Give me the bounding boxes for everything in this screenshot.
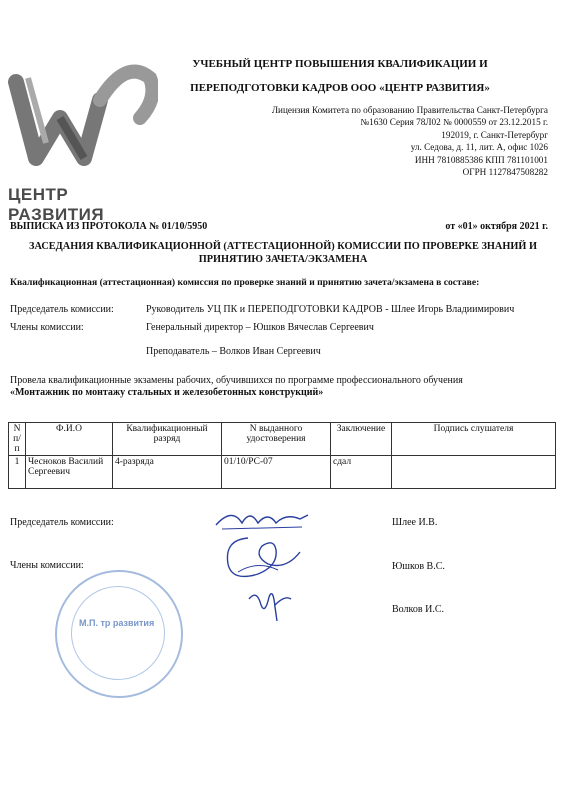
stamp	[55, 570, 183, 698]
cell-cert: 01/10/РС-07	[222, 456, 331, 489]
cell-num: 1	[9, 456, 26, 489]
member-2-name: Волков И.С.	[392, 604, 444, 615]
requisite-line: Лицензия Комитета по образованию Правительства Санкт-Петербурга	[271, 105, 548, 115]
member-2: Преподаватель – Волков Иван Сергеевич	[146, 346, 321, 357]
col-signature: Подпись слушателя	[392, 423, 556, 456]
requisite-line: ул. Седова, д. 11, лит. А, офис 1026	[410, 142, 548, 153]
col-fio: Ф.И.О	[26, 423, 113, 456]
chair-value: Руководитель УЦ ПК и ПЕРЕПОДГОТОВКИ КАДРОВ - Шлее Игорь Владиимирович	[146, 304, 515, 315]
stamp-inner-ring-icon	[71, 586, 165, 680]
requisites	[218, 104, 548, 178]
composition: Квалификационная (аттестационная) комиссия по проверке знаний и принятию зачета/экзамена в составе:	[10, 277, 480, 288]
requisite-line: ИНН 7810885386 КПП 781101001	[414, 154, 548, 165]
requisite-line: 192019, г. Санкт-Петербург	[441, 129, 548, 140]
cell-result: сдал	[331, 456, 392, 489]
results-table	[8, 422, 556, 489]
header-line-2: ПЕРЕПОДГОТОВКИ КАДРОВ ООО «ЦЕНТР РАЗВИТИЯ»	[190, 82, 490, 94]
col-cert: N выданного удостоверения	[222, 423, 331, 456]
members-label: Члены комиссии:	[10, 322, 84, 333]
stamp-text: М.П. тр развития	[79, 618, 155, 628]
col-result: Заключение	[331, 423, 392, 456]
cell-fio: Чесноков Василий Сергеевич	[26, 456, 113, 489]
table-header-row	[9, 423, 556, 456]
cell-signature	[392, 456, 556, 489]
logo-text: ЦЕНТР РАЗВИТИЯ	[8, 185, 105, 224]
requisite-line: ОГРН 1127847508282	[462, 167, 548, 178]
chair-name: Шлее И.В.	[392, 517, 438, 528]
logo	[8, 48, 158, 224]
chair-label: Председатель комиссии:	[10, 304, 114, 315]
col-grade: Квалификационный разряд	[113, 423, 222, 456]
sign-chair-label: Председатель комиссии:	[10, 517, 114, 528]
sign-members-label: Члены комиссии:	[10, 560, 84, 571]
extract-date: от «01» октября 2021 г.	[445, 221, 548, 232]
requisite-line: №1630 Серия 78Л02 № 0000559 от 23.12.2015 г.	[360, 117, 548, 128]
extract-title: ВЫПИСКА ИЗ ПРОТОКОЛА № 01/10/5950	[10, 221, 208, 232]
program-line-2: «Монтажник по монтажу стальных и железобетонных конструкций»	[10, 387, 324, 398]
session-line-2: ПРИНЯТИЮ ЗАЧЕТА/ЭКЗАМЕНА	[198, 254, 368, 265]
member-1-name: Юшков В.С.	[392, 561, 445, 572]
member-1: Генеральный директор – Юшков Вячеслав Сергеевич	[146, 322, 374, 333]
signature-member2-icon	[245, 585, 295, 625]
session-line-1: ЗАСЕДАНИЯ КВАЛИФИКАЦИОННОЙ (АТТЕСТАЦИОННОЙ) КОМИССИИ ПО ПРОВЕРКЕ ЗНАНИЙ И	[29, 241, 537, 252]
program-line-1: Провела квалификационные экзамены рабочих, обучившихся по программе профессионального обучения	[10, 375, 463, 386]
header-line-1: УЧЕБНЫЙ ЦЕНТР ПОВЫШЕНИЯ КВАЛИФИКАЦИИ И	[192, 58, 488, 70]
cell-grade: 4-разряда	[113, 456, 222, 489]
session-title	[10, 240, 556, 266]
table-row	[9, 456, 556, 489]
signature-member1-icon	[218, 530, 308, 585]
col-num: N п/п	[9, 423, 26, 456]
